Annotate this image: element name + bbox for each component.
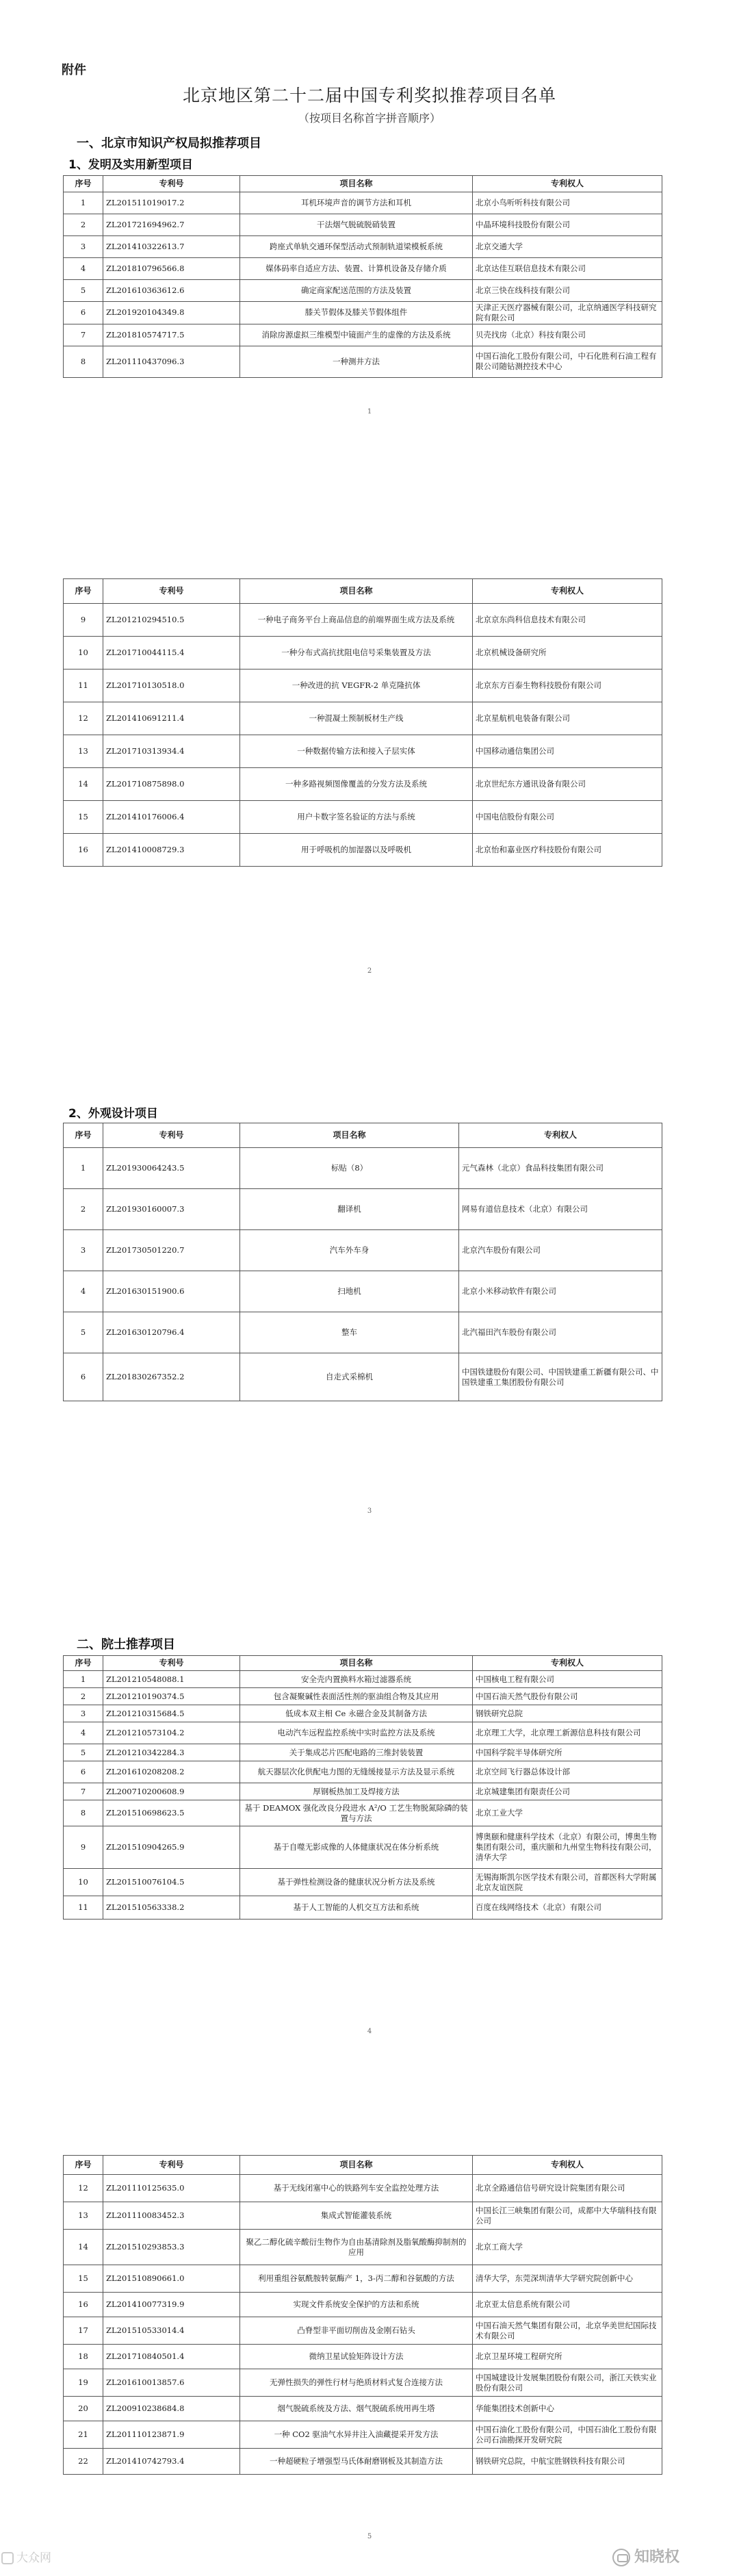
cell-patent-number: ZL201210190374.5 xyxy=(103,1688,240,1705)
table-row xyxy=(64,669,662,702)
cell-project-name: 一种混凝土预制板材生产线 xyxy=(240,702,473,735)
table-row xyxy=(64,192,662,214)
cell-patent-holder: 北京空间飞行器总体设计部 xyxy=(473,1761,662,1783)
cell-project-name: 跨座式单轨交通环保型活动式预制轨道梁模板系统 xyxy=(240,236,473,258)
table-row xyxy=(64,1688,662,1705)
col-no: 序号 xyxy=(64,579,103,604)
cell-patent-holder: 北京亚太信息系统有限公司 xyxy=(473,2293,662,2317)
page-number-2: 2 xyxy=(367,967,372,975)
document-title: 北京地区第二十二届中国专利奖拟推荐项目名单 xyxy=(182,86,556,105)
cell-patent-number: ZL201511019017.2 xyxy=(103,192,240,214)
cell-no: 14 xyxy=(64,768,103,801)
cell-patent-holder: 钢铁研究总院，中航宝胜钢铁科技有限公司 xyxy=(473,2449,662,2475)
watermark-right: 知晓权 xyxy=(612,2545,679,2566)
cell-no: 12 xyxy=(64,702,103,735)
section1-heading: 一、北京市知识产权局拟推荐项目 xyxy=(77,136,261,151)
cell-patent-holder: 博奥颐和健康科学技术（北京）有限公司，博奥生物集团有限公司，重庆颐和九州堂生物科技有限公司，清华大学 xyxy=(473,1826,662,1869)
news-logo-icon xyxy=(1,2552,14,2564)
cell-patent-holder: 北京星航机电装备有限公司 xyxy=(473,702,662,735)
cell-patent-holder: 网易有道信息技术（北京）有限公司 xyxy=(459,1189,662,1230)
table-row xyxy=(64,1230,662,1271)
cell-patent-holder: 无锡海斯凯尔医学技术有限公司，首都医科大学附属北京友谊医院 xyxy=(473,1869,662,1896)
cell-no: 1 xyxy=(64,192,103,214)
section2-heading: 二、院士推荐项目 xyxy=(77,1637,175,1652)
cell-project-name: 微纳卫星试验矩阵设计方法 xyxy=(240,2345,473,2369)
table-row xyxy=(64,1189,662,1230)
table-row xyxy=(64,801,662,834)
cell-no: 1 xyxy=(64,1671,103,1688)
cell-project-name: 一种超硬粒子增强型马氏体耐磨钢板及其制造方法 xyxy=(240,2449,473,2475)
cell-project-name: 基于自噬无影成像的人体健康状况在体分析系统 xyxy=(240,1826,473,1869)
cell-patent-number: ZL201410176006.4 xyxy=(103,801,240,834)
table-row xyxy=(64,1896,662,1920)
col-holder: 专利权人 xyxy=(473,2156,662,2175)
col-patent: 专利号 xyxy=(103,2156,240,2175)
cell-patent-number: ZL201510293853.3 xyxy=(103,2230,240,2265)
cell-patent-holder: 百度在线网络技术（北京）有限公司 xyxy=(473,1896,662,1920)
cell-project-name: 汽车外车身 xyxy=(240,1230,459,1271)
table-row xyxy=(64,280,662,302)
cell-patent-holder: 北京达佳互联信息技术有限公司 xyxy=(473,258,662,280)
cell-no: 5 xyxy=(64,1312,103,1353)
col-holder: 专利权人 xyxy=(459,1123,662,1148)
table-row xyxy=(64,1312,662,1353)
table-row xyxy=(64,2345,662,2369)
cell-project-name: 安全壳内置换料水箱过滤器系统 xyxy=(240,1671,473,1688)
cell-patent-holder: 中国核电工程有限公司 xyxy=(473,1671,662,1688)
cell-patent-holder: 中国移动通信集团公司 xyxy=(473,735,662,768)
cell-patent-number: ZL201210315684.5 xyxy=(103,1705,240,1722)
cell-project-name: 一种电子商务平台上商品信息的前端界面生成方法及系统 xyxy=(240,604,473,637)
cell-patent-number: ZL201710313934.4 xyxy=(103,735,240,768)
cell-project-name: 利用重组谷氨酰胺转氨酶产 1，3-丙二醇和谷氨酸的方法 xyxy=(240,2265,473,2293)
cell-patent-holder: 中国石油化工股份有限公司，中国石油化工股份有限公司石油勘探开发研究院 xyxy=(473,2421,662,2449)
table-row xyxy=(64,1722,662,1744)
cell-project-name: 电动汽车远程监控系统中实时监控方法及系统 xyxy=(240,1722,473,1744)
cell-project-name: 航天器层次化供配电力图的无缝缓接显示方法及显示系统 xyxy=(240,1761,473,1783)
table-row xyxy=(64,1800,662,1826)
table-row xyxy=(64,2421,662,2449)
cell-no: 16 xyxy=(64,2293,103,2317)
document-subtitle: （按项目名称首字拼音顺序） xyxy=(298,112,441,125)
col-no: 序号 xyxy=(64,2156,103,2175)
cell-patent-number: ZL201110083452.3 xyxy=(103,2202,240,2230)
col-holder: 专利权人 xyxy=(473,1656,662,1671)
cell-no: 16 xyxy=(64,834,103,867)
cell-project-name: 一种测井方法 xyxy=(240,346,473,377)
cell-no: 9 xyxy=(64,604,103,637)
table-row xyxy=(64,1705,662,1722)
col-holder: 专利权人 xyxy=(473,579,662,604)
cell-patent-number: ZL201730501220.7 xyxy=(103,1230,240,1271)
cell-patent-number: ZL201610208208.2 xyxy=(103,1761,240,1783)
cell-patent-number: ZL201930160007.3 xyxy=(103,1189,240,1230)
cell-project-name: 低成本双主相 Ce 永磁合金及其制备方法 xyxy=(240,1705,473,1722)
table-row xyxy=(64,2449,662,2475)
cell-patent-number: ZL201410322613.7 xyxy=(103,236,240,258)
table-row xyxy=(64,834,662,867)
cell-patent-holder: 中国石油天然气集团有限公司，北京华美世纪国际技术有限公司 xyxy=(473,2317,662,2345)
cell-project-name: 自走式采棉机 xyxy=(240,1353,459,1401)
cell-patent-number: ZL201510076104.5 xyxy=(103,1869,240,1896)
cell-project-name: 确定商家配送范围的方法及装置 xyxy=(240,280,473,302)
cell-no: 7 xyxy=(64,324,103,346)
table-row xyxy=(64,1761,662,1783)
cell-no: 7 xyxy=(64,1783,103,1800)
cell-project-name: 膝关节假体及膝关节假体组件 xyxy=(240,302,473,324)
col-no: 序号 xyxy=(64,176,103,192)
cell-patent-number: ZL201510533014.4 xyxy=(103,2317,240,2345)
cell-no: 20 xyxy=(64,2397,103,2421)
table-row xyxy=(64,2317,662,2345)
cell-project-name: 一种分布式高抗扰阻电信号采集装置及方法 xyxy=(240,637,473,669)
cell-patent-holder: 中国石油天然气股份有限公司 xyxy=(473,1688,662,1705)
col-name: 项目名称 xyxy=(240,176,473,192)
table-row xyxy=(64,735,662,768)
cell-no: 15 xyxy=(64,2265,103,2293)
cell-patent-number: ZL201920104349.8 xyxy=(103,302,240,324)
cell-patent-number: ZL201410742793.4 xyxy=(103,2449,240,2475)
cell-patent-holder: 清华大学，东莞深圳清华大学研究院创新中心 xyxy=(473,2265,662,2293)
cell-patent-holder: 北京工商大学 xyxy=(473,2230,662,2265)
cell-patent-holder: 北京小鸟听听科技有限公司 xyxy=(473,192,662,214)
table-design-patents xyxy=(63,1123,662,1401)
cell-project-name: 凸脊型非平面切削齿及金刚石钻头 xyxy=(240,2317,473,2345)
cell-patent-holder: 中国城建设计发展集团股份有限公司，浙江天铁实业股份有限公司 xyxy=(473,2369,662,2397)
cell-project-name: 一种多路视频图像覆盖的分发方法及系统 xyxy=(240,768,473,801)
cell-project-name: 媒体码率自适应方法、装置、计算机设备及存储介质 xyxy=(240,258,473,280)
cell-patent-number: ZL201610013857.6 xyxy=(103,2369,240,2397)
cell-project-name: 用户卡数字签名验证的方法与系统 xyxy=(240,801,473,834)
cell-patent-holder: 天津正天医疗器械有限公司，北京纳通医学科技研究院有限公司 xyxy=(473,302,662,324)
cell-patent-number: ZL201210573104.2 xyxy=(103,1722,240,1744)
chat-bubble-icon xyxy=(612,2549,630,2566)
section1-sub1-heading: 1、发明及实用新型项目 xyxy=(68,158,193,172)
col-holder: 专利权人 xyxy=(473,176,662,192)
cell-patent-number: ZL201210548088.1 xyxy=(103,1671,240,1688)
cell-no: 2 xyxy=(64,1189,103,1230)
table-row xyxy=(64,2293,662,2317)
col-name: 项目名称 xyxy=(240,2156,473,2175)
cell-patent-holder: 元气森林（北京）食品科技集团有限公司 xyxy=(459,1148,662,1189)
cell-patent-number: ZL201510890661.0 xyxy=(103,2265,240,2293)
cell-patent-number: ZL201410691211.4 xyxy=(103,702,240,735)
cell-no: 4 xyxy=(64,258,103,280)
cell-no: 17 xyxy=(64,2317,103,2345)
table-row xyxy=(64,1148,662,1189)
cell-no: 3 xyxy=(64,1705,103,1722)
cell-patent-holder: 北京世纪东方通讯设备有限公司 xyxy=(473,768,662,801)
section1-sub2-heading: 2、外观设计项目 xyxy=(68,1107,158,1121)
cell-patent-holder: 华能集团技术创新中心 xyxy=(473,2397,662,2421)
table-row xyxy=(64,2265,662,2293)
cell-project-name: 一种改进的抗 VEGFR-2 单克隆抗体 xyxy=(240,669,473,702)
table-row xyxy=(64,637,662,669)
cell-no: 6 xyxy=(64,1353,103,1401)
table-row xyxy=(64,2202,662,2230)
cell-project-name: 翻译机 xyxy=(240,1189,459,1230)
cell-no: 18 xyxy=(64,2345,103,2369)
cell-patent-number: ZL201630151900.6 xyxy=(103,1271,240,1312)
cell-project-name: 实现文件系统安全保护的方法和系统 xyxy=(240,2293,473,2317)
cell-no: 22 xyxy=(64,2449,103,2475)
col-patent: 专利号 xyxy=(103,1656,240,1671)
cell-patent-number: ZL201810574717.5 xyxy=(103,324,240,346)
cell-patent-number: ZL201830267352.2 xyxy=(103,1353,240,1401)
col-no: 序号 xyxy=(64,1123,103,1148)
cell-patent-holder: 中晶环境科技股份有限公司 xyxy=(473,214,662,236)
cell-no: 5 xyxy=(64,280,103,302)
table-row xyxy=(64,768,662,801)
cell-patent-holder: 中国电信股份有限公司 xyxy=(473,801,662,834)
cell-project-name: 一种数据传输方法和接入子层实体 xyxy=(240,735,473,768)
cell-project-name: 无弹性损失的弹性行材与绝质材料式复合连接方法 xyxy=(240,2369,473,2397)
cell-patent-number: ZL201110437096.3 xyxy=(103,346,240,377)
cell-project-name: 烟气脱硫系统及方法、烟气脱硫系统用再生塔 xyxy=(240,2397,473,2421)
cell-project-name: 基于弹性检测设备的健康状况分析方法及系统 xyxy=(240,1869,473,1896)
cell-patent-number: ZL201110123871.9 xyxy=(103,2421,240,2449)
table-invention-patents xyxy=(63,175,662,378)
cell-project-name: 一种 CO2 驱油气水异井注入油藏提采开发方法 xyxy=(240,2421,473,2449)
cell-no: 11 xyxy=(64,1896,103,1920)
cell-no: 19 xyxy=(64,2369,103,2397)
cell-no: 2 xyxy=(64,214,103,236)
cell-patent-number: ZL201410008729.3 xyxy=(103,834,240,867)
cell-patent-number: ZL200710200608.9 xyxy=(103,1783,240,1800)
table-row xyxy=(64,214,662,236)
table-academician-recommended-cont xyxy=(63,2155,662,2475)
cell-no: 6 xyxy=(64,302,103,324)
page-number-4: 4 xyxy=(367,2028,372,2035)
cell-no: 4 xyxy=(64,1271,103,1312)
cell-patent-holder: 北汽福田汽车股份有限公司 xyxy=(459,1312,662,1353)
cell-no: 4 xyxy=(64,1722,103,1744)
cell-patent-holder: 钢铁研究总院 xyxy=(473,1705,662,1722)
attachment-label: 附件 xyxy=(62,63,86,77)
cell-no: 15 xyxy=(64,801,103,834)
cell-patent-number: ZL201110125635.0 xyxy=(103,2175,240,2202)
cell-patent-number: ZL201510904265.9 xyxy=(103,1826,240,1869)
cell-patent-holder: 北京卫星环境工程研究所 xyxy=(473,2345,662,2369)
table-row xyxy=(64,2397,662,2421)
cell-patent-holder: 北京三快在线科技有限公司 xyxy=(473,280,662,302)
table-invention-patents-cont xyxy=(63,578,662,867)
cell-project-name: 聚乙二醇化硫辛酸衍生物作为自由基清除剂及脂氧酸酶抑制剂的应用 xyxy=(240,2230,473,2265)
cell-no: 13 xyxy=(64,2202,103,2230)
cell-patent-number: ZL201510698623.5 xyxy=(103,1800,240,1826)
cell-patent-number: ZL201210342284.3 xyxy=(103,1744,240,1761)
table-row xyxy=(64,324,662,346)
cell-no: 8 xyxy=(64,1800,103,1826)
cell-patent-holder: 北京全路通信信号研究设计院集团有限公司 xyxy=(473,2175,662,2202)
cell-no: 5 xyxy=(64,1744,103,1761)
cell-patent-number: ZL200910238684.8 xyxy=(103,2397,240,2421)
table-row xyxy=(64,702,662,735)
cell-no: 2 xyxy=(64,1688,103,1705)
cell-patent-holder: 北京交通大学 xyxy=(473,236,662,258)
cell-no: 1 xyxy=(64,1148,103,1189)
table-row xyxy=(64,1271,662,1312)
cell-project-name: 基于 DEAMOX 强化改良分段进水 A²/O 工艺生物脱氮除磷的装置与方法 xyxy=(240,1800,473,1826)
cell-no: 3 xyxy=(64,1230,103,1271)
table-row xyxy=(64,258,662,280)
table-row xyxy=(64,2175,662,2202)
cell-no: 3 xyxy=(64,236,103,258)
cell-project-name: 集成式智能灌装系统 xyxy=(240,2202,473,2230)
cell-project-name: 包含凝聚碱性表面活性剂的驱油组合物及其应用 xyxy=(240,1688,473,1705)
cell-no: 21 xyxy=(64,2421,103,2449)
cell-patent-number: ZL201410077319.9 xyxy=(103,2293,240,2317)
cell-project-name: 耳机环境声音的调节方法和耳机 xyxy=(240,192,473,214)
col-name: 项目名称 xyxy=(240,1656,473,1671)
cell-project-name: 关于集成芯片匹配电路的三维封装装置 xyxy=(240,1744,473,1761)
table-row xyxy=(64,302,662,324)
cell-patent-holder: 中国铁建股份有限公司、中国铁建重工新疆有限公司、中国铁建重工集团股份有限公司 xyxy=(459,1353,662,1401)
cell-no: 9 xyxy=(64,1826,103,1869)
cell-no: 11 xyxy=(64,669,103,702)
table-row xyxy=(64,1353,662,1401)
cell-no: 14 xyxy=(64,2230,103,2265)
cell-patent-holder: 贝壳找房（北京）科技有限公司 xyxy=(473,324,662,346)
cell-patent-number: ZL201930064243.5 xyxy=(103,1148,240,1189)
cell-project-name: 基于无线闭塞中心的铁路列车安全监控处理方法 xyxy=(240,2175,473,2202)
cell-no: 6 xyxy=(64,1761,103,1783)
cell-no: 10 xyxy=(64,637,103,669)
cell-patent-holder: 北京汽车股份有限公司 xyxy=(459,1230,662,1271)
table-row xyxy=(64,1671,662,1688)
cell-patent-number: ZL201210294510.5 xyxy=(103,604,240,637)
cell-patent-holder: 北京京东尚科信息技术有限公司 xyxy=(473,604,662,637)
col-patent: 专利号 xyxy=(103,579,240,604)
page-number-3: 3 xyxy=(367,1507,372,1515)
cell-patent-number: ZL201510563338.2 xyxy=(103,1896,240,1920)
cell-patent-number: ZL201710840501.4 xyxy=(103,2345,240,2369)
table-row xyxy=(64,236,662,258)
col-name: 项目名称 xyxy=(240,579,473,604)
table-row xyxy=(64,2369,662,2397)
cell-patent-number: ZL201810796566.8 xyxy=(103,258,240,280)
cell-patent-holder: 中国长江三峡集团有限公司，成都中大华瑞科技有限公司 xyxy=(473,2202,662,2230)
table-academician-recommended xyxy=(63,1655,662,1920)
cell-no: 12 xyxy=(64,2175,103,2202)
table-row xyxy=(64,604,662,637)
table-row xyxy=(64,1783,662,1800)
cell-patent-number: ZL201721694962.7 xyxy=(103,214,240,236)
cell-project-name: 消除房源虚拟三维模型中镜面产生的虚像的方法及系统 xyxy=(240,324,473,346)
cell-no: 13 xyxy=(64,735,103,768)
cell-project-name: 干法烟气脱硫脱硝装置 xyxy=(240,214,473,236)
cell-project-name: 整车 xyxy=(240,1312,459,1353)
cell-patent-number: ZL201710044115.4 xyxy=(103,637,240,669)
cell-patent-number: ZL201710130518.0 xyxy=(103,669,240,702)
cell-patent-number: ZL201630120796.4 xyxy=(103,1312,240,1353)
col-patent: 专利号 xyxy=(103,176,240,192)
cell-no: 8 xyxy=(64,346,103,377)
cell-patent-number: ZL201710875898.0 xyxy=(103,768,240,801)
cell-patent-holder: 北京理工大学，北京理工新源信息科技有限公司 xyxy=(473,1722,662,1744)
cell-no: 10 xyxy=(64,1869,103,1896)
cell-patent-holder: 北京机械设备研究所 xyxy=(473,637,662,669)
page-number-5: 5 xyxy=(367,2533,372,2540)
cell-patent-holder: 北京城建集团有限责任公司 xyxy=(473,1783,662,1800)
cell-project-name: 扫地机 xyxy=(240,1271,459,1312)
table-row xyxy=(64,1869,662,1896)
col-name: 项目名称 xyxy=(240,1123,459,1148)
cell-patent-holder: 北京小米移动软件有限公司 xyxy=(459,1271,662,1312)
table-row xyxy=(64,346,662,377)
watermark-left: 大众网 xyxy=(1,2548,51,2565)
col-no: 序号 xyxy=(64,1656,103,1671)
cell-patent-holder: 中国科学院半导体研究所 xyxy=(473,1744,662,1761)
cell-project-name: 厚钢板热加工及焊接方法 xyxy=(240,1783,473,1800)
page-number-1: 1 xyxy=(367,408,372,416)
col-patent: 专利号 xyxy=(103,1123,240,1148)
table-row xyxy=(64,2230,662,2265)
cell-project-name: 标贴（8） xyxy=(240,1148,459,1189)
cell-patent-holder: 北京怡和嘉业医疗科技股份有限公司 xyxy=(473,834,662,867)
cell-project-name: 用于呼吸机的加湿器以及呼吸机 xyxy=(240,834,473,867)
table-row xyxy=(64,1744,662,1761)
cell-project-name: 基于人工智能的人机交互方法和系统 xyxy=(240,1896,473,1920)
cell-patent-holder: 中国石油化工股份有限公司，中石化胜利石油工程有限公司随钻测控技术中心 xyxy=(473,346,662,377)
cell-patent-holder: 北京工业大学 xyxy=(473,1800,662,1826)
cell-patent-holder: 北京东方百泰生物科技股份有限公司 xyxy=(473,669,662,702)
cell-patent-number: ZL201610363612.6 xyxy=(103,280,240,302)
table-row xyxy=(64,1826,662,1869)
